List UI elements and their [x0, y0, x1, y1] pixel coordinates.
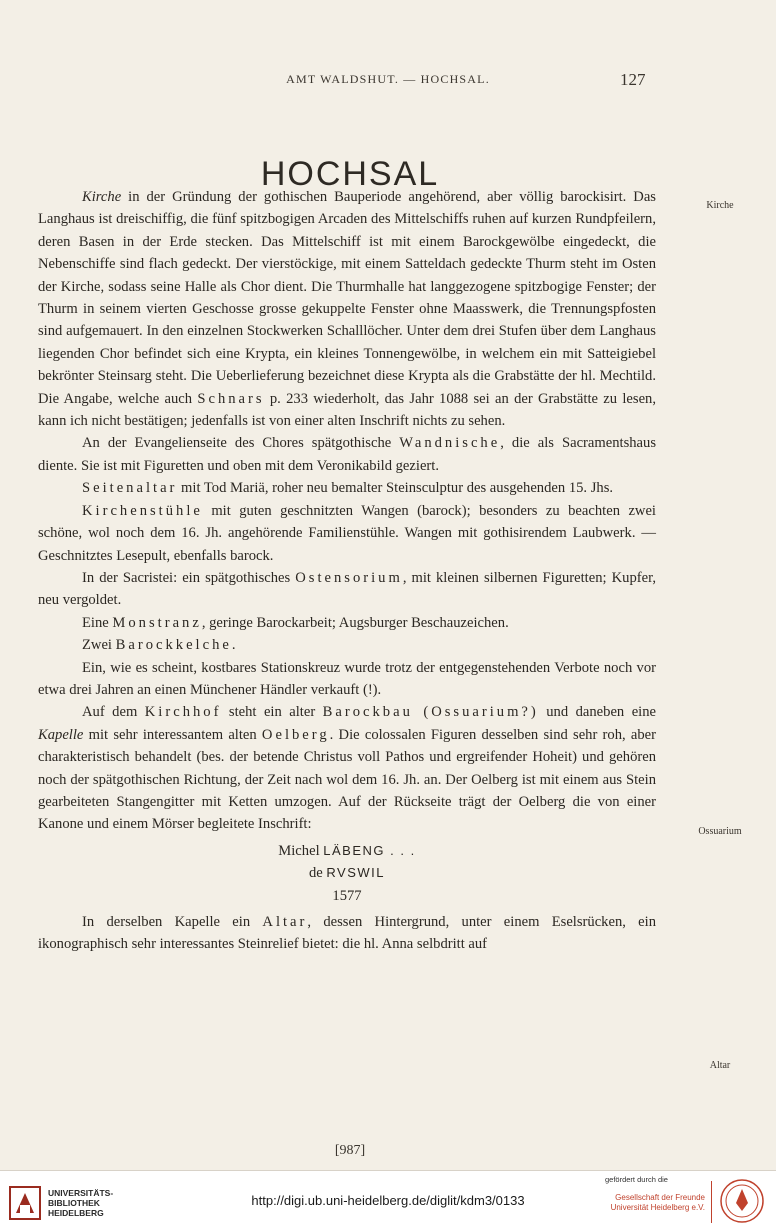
text-run: , die als Sacramentshaus diente. Sie ist mit Figuretten und oben mit dem Veronikabild geziert. — [38, 435, 657, 474]
library-name-line: UNIVERSITÄTS- — [48, 1188, 114, 1198]
text-run: In der Sacristei: ein spätgothisches — [82, 569, 296, 586]
term-barockbau: Barockbau (Ossuarium?) — [322, 704, 539, 721]
margin-note-altar: Altar — [709, 1060, 731, 1071]
text-run: mit guten geschnitzten Wangen (barock); besonders zu beachten zwei schöne, wol noch dem 16. Jh. angehörende Familienstühle. Wangen mit gothisirendem Laubwerk. — Geschnitztes Lesepult, ebenfalls barock. — [38, 502, 656, 564]
inscription-text: LÄBENG . . . — [323, 842, 416, 858]
library-name-line: HEIDELBERG — [48, 1208, 104, 1218]
term-kapelle: Kapelle — [38, 726, 84, 743]
text-run: An der Evangelienseite des Chores spätgothische — [82, 435, 400, 452]
sponsor-name-line: Gesellschaft der Freunde — [615, 1193, 705, 1202]
sponsor-label: gefördert durch die — [605, 1175, 668, 1184]
paragraph-kirche — [38, 186, 656, 432]
text-run: . Die colossalen Figuren desselben sind sehr roh, aber charakteristisch behandelt (bes. der betende Christus voll Pathos und ergreifender Hoheit) und gehören noch der spätgothischen Richtung, der Zeit nach wol dem 16. Jh. an. Der Oelberg ist mit einem aus Stein gearbeiteten Stangengitter mit Ketten umzogen. Auf der Rückseite trägt der Oelberg die von einer Kanone und einem Mörser begleitete Inschrift: — [38, 726, 656, 833]
folio-number: [987] — [334, 1143, 366, 1158]
inscription-line-1 — [38, 840, 656, 862]
text-run: . — [231, 637, 236, 654]
text-run: Auf dem — [82, 704, 145, 721]
text-run: in der Gründung der gothischen Bauperiode angehörend, aber völlig barockisirt. Das Langhaus ist dreischiffig, die fünf spitzbogigen Arcaden des Mittelschiffs ruhen auf kurzen Rundpfeilern, deren Basen in der Erde stecken. Das Mittelschiff ist mit einem Barockgewölbe eingedeckt, die Nebenschiffe sind flach gedeckt. Der vierstöckige, mit einem Satteldach gedeckte Thurm steht im Osten der Kirche, sodass seine Halle als Chor dient. Die Thurmhalle hat langgezogene spitzbogige Fenster; der Thurm in seinem vierten Geschosse grosse gekuppelte Fenster ohne Maasswerk, die Trennungspfosten sind aufgemauert. In den einzelnen Stockwerken Schalllöcher. Unter dem drei Stufen über dem Langhaus liegenden Chor befindet sich eine Krypta, ein kleines Tonnengewölbe, in welchem ein mit Satteigiebel bekrönter Steinsarg steht. Die Ueberlieferung bezeichnet diese Krypta als die Grabstätte der hl. Mechtild. Die Angabe, welche auch — [38, 189, 656, 407]
term-oelberg: Oelberg — [261, 726, 330, 743]
text-run: p. 233 wiederholt, das Jahr 1088 sei an der Grabstätte zu lesen, kann ich nicht bestätigen; jedenfalls ist von einer alten Inschrift nichts zu sehen. — [38, 390, 656, 430]
inscription-year: 1577 — [332, 887, 362, 904]
text-run: steht ein alter — [221, 704, 323, 721]
term-wandnische: Wandnische — [399, 435, 501, 452]
margin-note-kirche: Kirche — [706, 200, 734, 211]
paragraph-seitenaltar — [38, 477, 656, 499]
paragraph-kirchenstuhle — [38, 500, 656, 567]
body-text — [38, 186, 656, 956]
sponsor-name-line: Universität Heidelberg e.V. — [610, 1203, 705, 1212]
term-barockkelche: Barockkelche — [115, 637, 232, 654]
paragraph-wandnische — [38, 432, 656, 477]
text-run: mit sehr interessantem alten — [83, 726, 262, 743]
digitization-footer — [0, 1170, 776, 1232]
term-seitenaltar: Seitenaltar — [82, 480, 178, 497]
library-name-line: BIBLIOTHEK — [48, 1198, 100, 1208]
term-altar: Altar — [262, 914, 308, 930]
inscription-text: RVSWIL — [326, 865, 386, 881]
term-monstranz: Monstranz — [112, 614, 202, 631]
running-head: AMT WALDSHUT. — HOCHSAL. — [286, 72, 490, 86]
paragraph-sacristei — [38, 567, 656, 612]
text-run: In derselben Kapelle ein — [82, 914, 263, 930]
text-run: Ein, wie es scheint, kostbares Stationskreuz wurde trotz der entgegenstehenden Verbote noch vor etwa drei Jahren an einen Münchener Händler verkauft (!). — [38, 659, 656, 698]
text-run: , geringe Barockarbeit; Augsburger Beschauzeichen. — [201, 614, 509, 631]
paragraph-kirchhof — [38, 701, 656, 835]
university-seal-icon — [718, 1177, 766, 1225]
text-run: und daneben eine — [538, 704, 657, 721]
margin-note-ossuarium: Ossuarium — [698, 826, 742, 837]
term-ostensorium: Ostensorium — [295, 569, 403, 586]
term-kirchenstuhle: Kirchenstühle — [82, 502, 203, 519]
text-run: Michel — [278, 842, 324, 859]
term-kirchhof: Kirchhof — [144, 704, 222, 721]
paragraph-monstranz — [38, 612, 656, 634]
sponsor-name[interactable] — [590, 1193, 705, 1213]
paragraph-barockkelche — [38, 634, 656, 656]
paragraph-stationskreuz — [38, 657, 656, 702]
page-number: 127 — [620, 70, 646, 89]
sponsor-divider — [711, 1181, 712, 1223]
page-title: HOCHSAL — [260, 154, 440, 193]
inscription-line-2 — [38, 862, 656, 884]
term-schnars: Schnars — [197, 390, 265, 407]
text-run: , mit kleinen silbernen Figuretten; Kupfer, neu vergoldet. — [38, 569, 656, 609]
text-run: Eine — [82, 614, 113, 631]
text-run: de — [308, 865, 327, 882]
term-kirche: Kirche — [82, 189, 122, 205]
paragraph-altar — [38, 911, 656, 956]
text-run: , dessen Hintergrund, unter einem Eselsrücken, ein ikonographisch sehr interessantes Steinrelief bietet: die hl. Anna selbdritt auf — [38, 914, 656, 953]
text-run: mit Tod Mariä, roher neu bemalter Steinsculptur des ausgehenden 15. Jhs. — [177, 480, 614, 497]
text-run: Zwei — [82, 637, 116, 654]
permalink-url[interactable]: http://digi.ub.uni-heidelberg.de/diglit/kdm3/0133 — [251, 1193, 525, 1208]
